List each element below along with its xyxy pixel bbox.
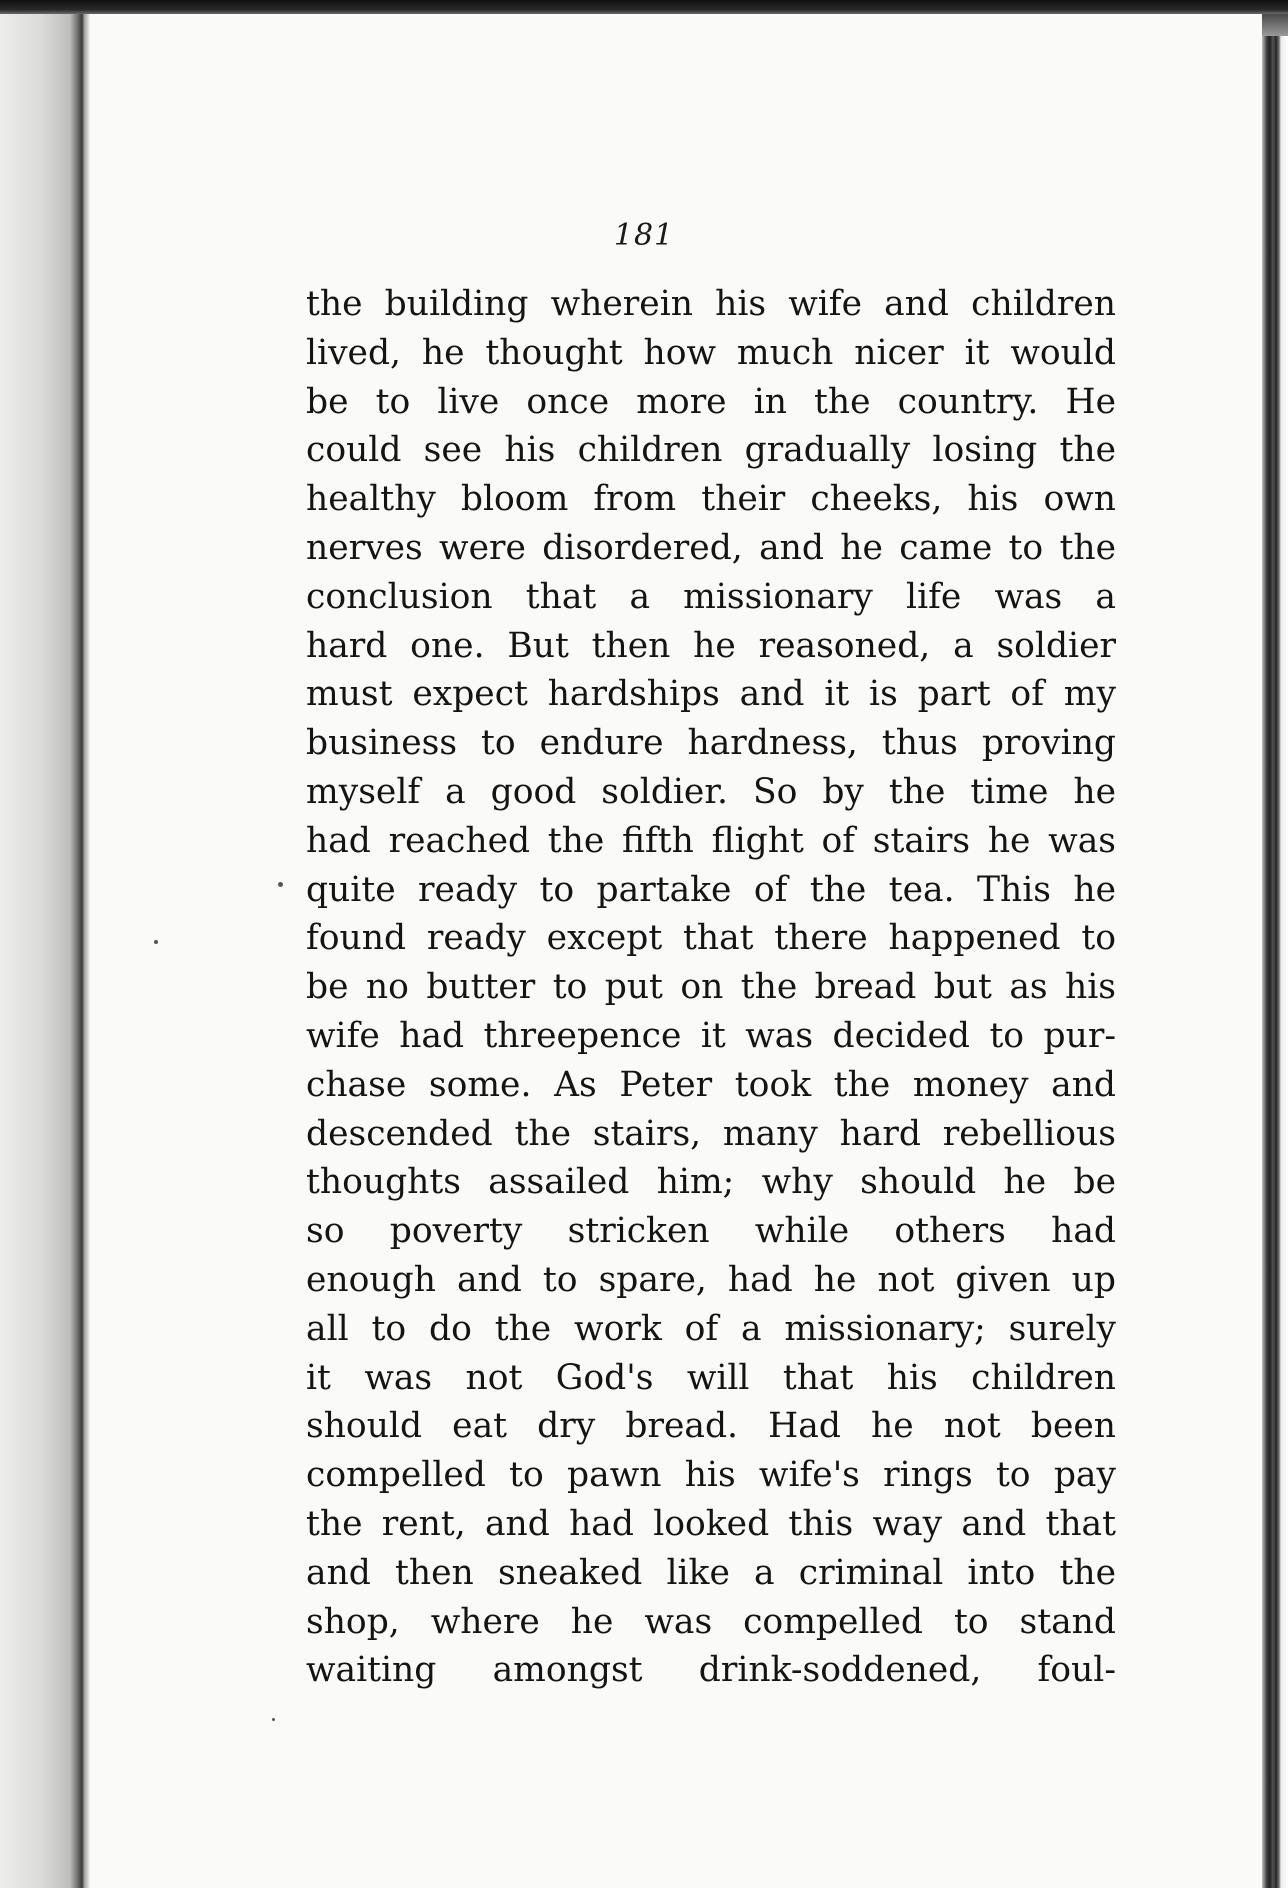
text-line: could see his children gradually losing the bbox=[306, 430, 1116, 471]
text-line: it was not God's will that his children bbox=[306, 1357, 1116, 1398]
text-line: descended the stairs, many hard rebellious bbox=[306, 1113, 1116, 1154]
text-line: lived, he thought how much nicer it would bbox=[306, 332, 1116, 373]
text-line: myself a good soldier. So by the time he bbox=[306, 771, 1116, 812]
text-line: so poverty stricken while others had bbox=[306, 1211, 1116, 1252]
text-line: business to endure hardness, thus proving bbox=[306, 723, 1116, 764]
scan-speck bbox=[154, 940, 158, 944]
page-stack-edge bbox=[1262, 36, 1288, 1888]
text-line: be no butter to put on the bread but as his bbox=[306, 967, 1116, 1008]
body-text bbox=[306, 280, 1116, 1695]
text-line: quite ready to partake of the tea. This he bbox=[306, 869, 1116, 910]
text-line: the rent, and had looked this way and that bbox=[306, 1503, 1116, 1544]
page-number: 181 bbox=[613, 218, 675, 253]
text-line: compelled to pawn his wife's rings to pay bbox=[306, 1455, 1116, 1496]
scan-top-edge bbox=[0, 0, 1288, 14]
text-line: hard one. But then he reasoned, a soldier bbox=[306, 625, 1116, 666]
text-line: nerves were disordered, and he came to the bbox=[306, 527, 1116, 568]
text-line: enough and to spare, had he not given up bbox=[306, 1259, 1116, 1300]
text-line: and then sneaked like a criminal into the bbox=[306, 1552, 1116, 1593]
text-line: healthy bloom from their cheeks, his own bbox=[306, 479, 1116, 520]
text-line: the building wherein his wife and children bbox=[306, 284, 1116, 324]
scan-speck bbox=[278, 882, 283, 887]
text-line: must expect hardships and it is part of my bbox=[306, 674, 1116, 715]
text-line: all to do the work of a missionary; surely bbox=[306, 1308, 1116, 1349]
text-line: thoughts assailed him; why should he be bbox=[306, 1162, 1116, 1203]
text-line: shop, where he was compelled to stand bbox=[306, 1601, 1116, 1642]
book-binding-edge bbox=[0, 14, 84, 1888]
text-line: chase some. As Peter took the money and bbox=[306, 1064, 1116, 1105]
text-line: should eat dry bread. Had he not been bbox=[306, 1406, 1116, 1447]
text-line: had reached the fifth flight of stairs he was bbox=[306, 820, 1116, 861]
page-stack-corner bbox=[1262, 14, 1288, 36]
scan-speck bbox=[272, 1718, 275, 1721]
text-line: be to live once more in the country. He bbox=[306, 381, 1116, 422]
text-line: waiting amongst drink-soddened, foul- bbox=[306, 1650, 1116, 1691]
text-line: conclusion that a missionary life was a bbox=[306, 576, 1116, 617]
text-line: wife had threepence it was decided to pur- bbox=[306, 1015, 1116, 1056]
text-line: found ready except that there happened to bbox=[306, 918, 1116, 959]
